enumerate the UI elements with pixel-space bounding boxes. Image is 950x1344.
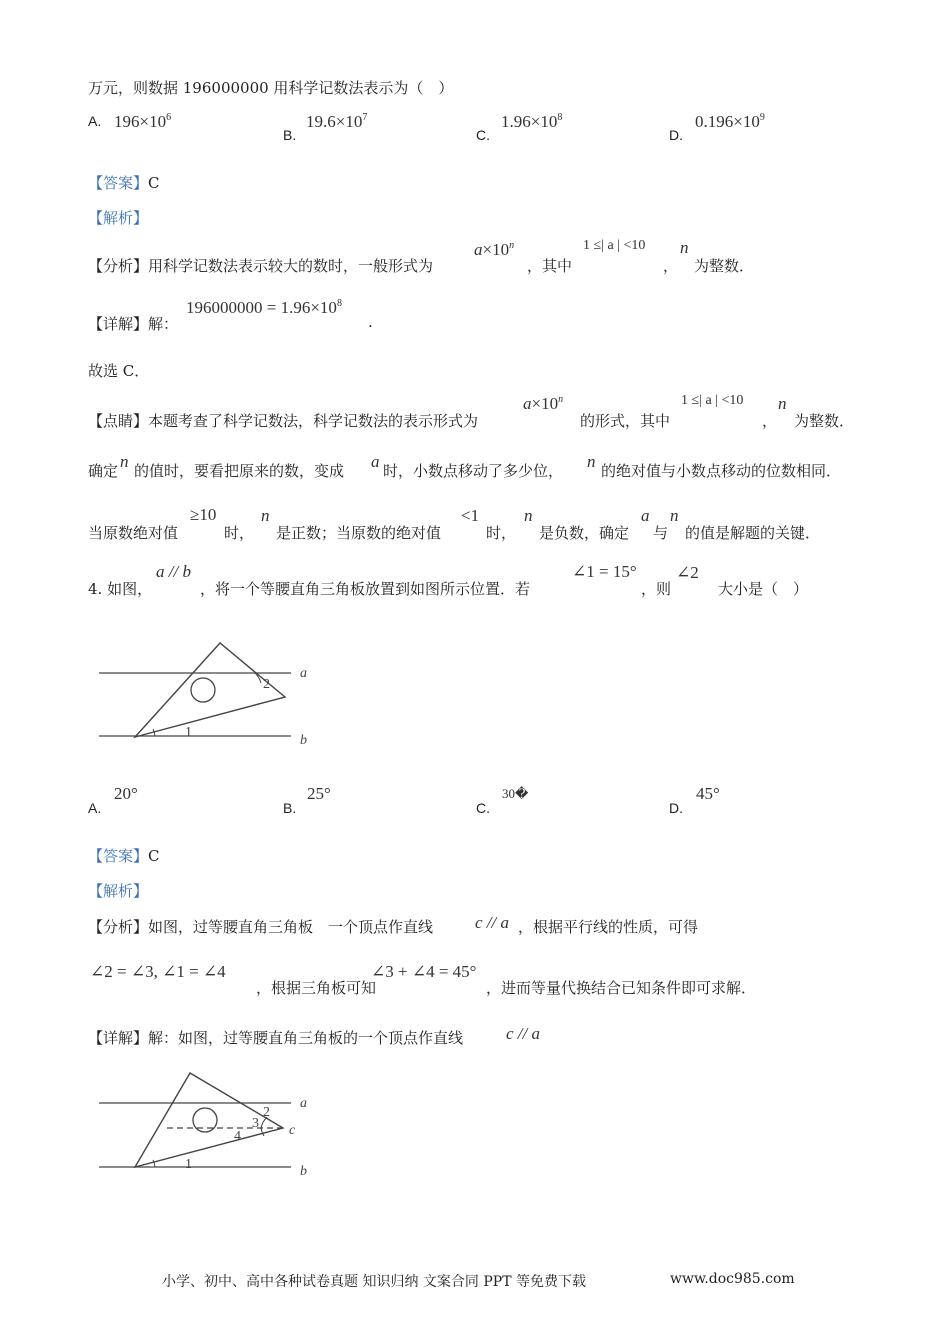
q3-fenxi-text-b: ，其中 [527, 257, 573, 275]
option-base: 196×10 [114, 112, 167, 131]
answer-tag: 【答案】 [88, 174, 149, 192]
math-exp: n [558, 394, 564, 405]
q4-option-b-letter: B. [283, 800, 297, 816]
dianjing-label: 【点睛】 [88, 412, 149, 430]
q4-figure-2 [95, 1068, 320, 1180]
q3-dj1-math-3: n [778, 394, 787, 413]
q3-xiangjie-end: . [368, 313, 373, 331]
q3-dj3-math-6: n [670, 506, 679, 525]
q3-option-c-value [501, 112, 562, 132]
q4-line2-math-1: ∠2 = ∠3, ∠1 = ∠4 [90, 962, 226, 981]
option-exponent: 7 [362, 112, 368, 123]
label-angle-2: 2 [263, 1105, 270, 1120]
q3-dj1-text-b: 的形式，其中 [580, 412, 671, 430]
q3-dj1-text-d: 为整数． [794, 412, 855, 430]
q4-option-d-value: 45° [696, 784, 720, 803]
ruler-hole [193, 1108, 217, 1132]
q4-option-d-letter: D. [669, 800, 683, 816]
math-base: ×10 [482, 240, 510, 259]
math-equation: 196000000 = 1.96×10 [186, 298, 337, 317]
xiangjie-label: 【详解】 [88, 1029, 149, 1047]
q3-dj3-math-2: n [261, 506, 270, 525]
q3-dj1-math-1 [523, 394, 563, 414]
option-letter: C. [476, 127, 490, 143]
q4-line2-text-b: ，进而等量代换结合已知条件即可求解． [486, 979, 757, 997]
xiangjie-text: 解：如图，过等腰直角三角板的一个顶点作直线 [148, 1029, 464, 1047]
q3-dj1-math-2: 1 ≤| a | <10 [681, 393, 744, 408]
q3-dj3-text-a: 当原数绝对值 [88, 524, 179, 542]
label-angle-4: 4 [234, 1129, 241, 1144]
q3-dj3-text-e: 是负数，确定 [539, 524, 630, 542]
q4-stem-d: 大小是（ ） [718, 580, 809, 598]
label-b: b [300, 733, 307, 748]
footer-text: 小学、初中、高中各种试卷真题 知识归纳 文案合同 PPT 等免费下载 [162, 1274, 586, 1290]
answer-tag: 【答案】 [88, 847, 149, 865]
q3-dj2-math-2: a [371, 452, 380, 471]
q3-fenxi-text [88, 255, 433, 276]
q4-line2-math-2: ∠3 + ∠4 = 45° [371, 962, 477, 981]
answer-value: C [148, 174, 160, 192]
math-base: ×10 [531, 394, 559, 413]
q3-fenxi-math-1 [474, 240, 514, 260]
q3-option-c [476, 126, 490, 144]
q3-xiangjie [88, 313, 178, 334]
q4-line2-text-a: ，根据三角板可知 [256, 979, 377, 997]
q4-answer [88, 845, 160, 866]
q3-dj3-text-d: 时， [486, 524, 517, 542]
q4-option-c-letter: C. [476, 800, 490, 816]
q3-dj2-text-d: 的绝对值与小数点移动的位数相同． [601, 462, 842, 480]
q3-fenxi-text-d: 为整数． [694, 257, 755, 275]
angle-4-arc [261, 1128, 264, 1136]
q3-option-d-value [695, 112, 765, 132]
xiangjie-label: 【详解】 [88, 315, 149, 333]
label-angle-1: 1 [185, 725, 192, 740]
angle-1-arc [153, 1160, 155, 1167]
q4-option-b-value: 25° [307, 784, 331, 803]
label-a: a [300, 666, 307, 681]
q3-fenxi-math-3: n [680, 238, 689, 257]
q3-xiangjie-math [186, 298, 342, 318]
q3-fenxi-math-2: 1 ≤| a | <10 [583, 238, 646, 253]
option-letter: D. [669, 127, 683, 143]
option-exponent: 6 [166, 112, 172, 123]
q3-dj3-math-1: ≥10 [190, 505, 217, 524]
fenxi-text: 如图，过等腰直角三角板 一个顶点作直线 [148, 918, 434, 936]
option-exponent: 9 [759, 112, 765, 123]
q3-dj3-math-4: n [524, 506, 533, 525]
q3-dj1-text-c: ， [762, 412, 778, 430]
q3-dj2-text-b: 的值时，要看把原来的数，变成 [134, 462, 345, 480]
q3-fenxi-text-c: ， [663, 257, 679, 275]
label-angle-3: 3 [252, 1116, 259, 1131]
q3-dj3-text-g: 的值是解题的关键． [685, 524, 821, 542]
label-a: a [300, 1096, 307, 1111]
q4-stem-b: ，将一个等腰直角三角板放置到如图所示位置．若 [200, 580, 531, 598]
q3-option-b [283, 126, 296, 144]
ruler-hole [191, 678, 215, 702]
q4-option-c-value: 30� [502, 786, 529, 801]
q3-dj3-text-f: 与 [653, 524, 669, 542]
xiangjie-text: 解： [148, 315, 179, 333]
label-angle-2: 2 [263, 677, 270, 692]
q3-dj2-text-c: 时，小数点移动了多少位， [383, 462, 564, 480]
q4-fenxi-text [88, 916, 433, 937]
q4-stem-a: 4. 如图， [88, 580, 153, 598]
q3-dj3-text-c: 是正数；当原数的绝对值 [276, 524, 442, 542]
label-c: c [289, 1123, 296, 1138]
label-b: b [300, 1164, 307, 1179]
q4-option-a-value: 20° [114, 784, 138, 803]
q4-figure-1 [95, 638, 320, 750]
fenxi-label: 【分析】 [88, 257, 149, 275]
q3-answer [88, 172, 160, 193]
q3-dj3-math-5: a [641, 506, 650, 525]
q3-guxuan: 故选 C． [88, 362, 150, 380]
q3-stem: 万元，则数据 196000000 用科学记数法表示为（ ） [88, 79, 454, 97]
option-exponent: 8 [557, 112, 563, 123]
label-angle-1: 1 [185, 1157, 192, 1172]
option-letter: B. [283, 127, 297, 143]
q4-option-a-letter: A. [88, 800, 102, 816]
q3-dj3-math-3: <1 [461, 506, 480, 525]
q3-dianjing-line1 [88, 410, 478, 431]
q3-option-a [88, 112, 101, 130]
q4-xiangjie-math: c // a [506, 1024, 540, 1043]
fenxi-text: 用科学记数法表示较大的数时，一般形式为 [148, 257, 434, 275]
q3-dj3-text-b: 时， [224, 524, 255, 542]
q3-dj2-math-3: n [587, 452, 596, 471]
option-letter: A. [88, 113, 102, 129]
q3-analysis-tag: 【解析】 [88, 209, 149, 227]
q4-stem-math-1: a // b [156, 562, 191, 581]
math-exp: 8 [336, 298, 342, 309]
triangle-ruler [135, 1073, 283, 1167]
q3-dj2-math-1: n [120, 452, 129, 471]
q4-stem-c: ，则 [641, 580, 672, 598]
option-base: 1.96×10 [501, 112, 558, 131]
q3-option-a-value [114, 112, 171, 132]
answer-value: C [148, 847, 160, 865]
math-exp: n [509, 240, 515, 251]
dianjing-text: 本题考查了科学记数法，科学记数法的表示形式为 [148, 412, 479, 430]
footer-url[interactable]: www.doc985.com [670, 1271, 795, 1287]
q3-dj2-text-a: 确定 [88, 462, 119, 480]
q3-option-b-value [306, 112, 367, 132]
q3-option-d [669, 126, 683, 144]
option-base: 19.6×10 [306, 112, 363, 131]
q4-stem-math-3: ∠2 [676, 563, 699, 582]
q4-xiangjie [88, 1027, 463, 1048]
fenxi-label: 【分析】 [88, 918, 149, 936]
q4-stem-math-2: ∠1 = 15° [572, 562, 637, 581]
q4-fenxi-text-b: ，根据平行线的性质，可得 [518, 918, 699, 936]
q4-analysis-tag: 【解析】 [88, 882, 149, 900]
math-var: a [523, 394, 532, 413]
math-var: a [474, 240, 483, 259]
option-base: 0.196×10 [695, 112, 760, 131]
q4-fenxi-math: c // a [475, 913, 509, 932]
